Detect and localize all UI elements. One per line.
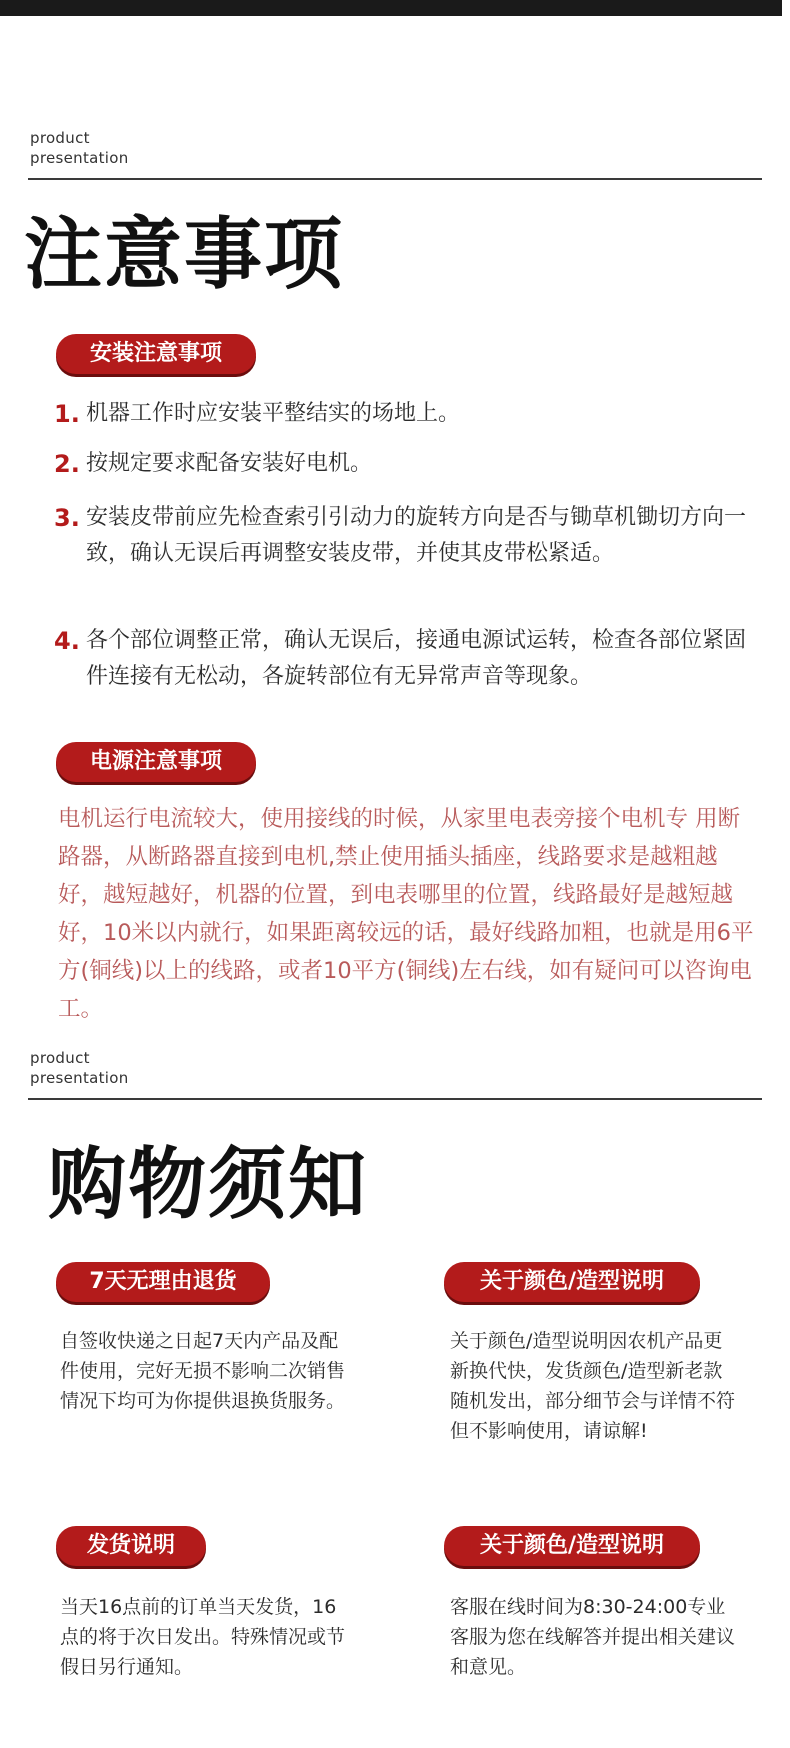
item-number: 1. — [54, 400, 80, 428]
page-title: 注意事项 — [24, 210, 345, 300]
power-notes-text: 电机运行电流较大，使用接线的时候，从家里电表旁接个电机专 用断路器，从断路器直接到电机,禁止使用插头插座，线路要求是越粗越好，越短越好，机器的位置，到电表哪里的位置，线路最好是越短越好，10米以内就行，如果距离较远的话，最好线路加粗，也就是用6平方(铜线)以上的线路，或者10平方(铜线)左右线，如有疑问可以咨询电工。 — [58, 806, 754, 1022]
item-text: 各个部位调整正常，确认无误后，接通电源试运转，检查各部位紧固件连接有无松动，各旋转部位有无异常声音等现象。 — [86, 628, 747, 689]
service-text: 客服在线时间为8:30-24:00专业客服为您在线解答并提出相关建议和意见。 — [450, 1596, 736, 1678]
install-item — [54, 396, 754, 432]
pp-line1: product — [30, 129, 90, 147]
product-presentation-label — [30, 128, 129, 168]
install-item — [54, 500, 754, 572]
shopping-notice-title: 购物须知 — [48, 1140, 369, 1230]
install-item — [54, 446, 754, 482]
pp-line2: presentation — [30, 149, 129, 167]
install-notes-badge: 安装注意事项 — [56, 334, 256, 374]
pp-line1: product — [30, 1049, 90, 1067]
pp-line2: presentation — [30, 1069, 129, 1087]
top-dark-bar — [0, 0, 790, 16]
service-badge: 关于颜色/造型说明 — [444, 1526, 700, 1566]
install-item — [54, 623, 754, 695]
return-policy-badge: 7天无理由退货 — [56, 1262, 270, 1302]
color-style-text: 关于颜色/造型说明因农机产品更新换代快，发货颜色/造型新老款随机发出，部分细节会与详情不符但不影响使用，请谅解! — [450, 1330, 736, 1442]
item-number: 2. — [54, 450, 80, 478]
item-number: 4. — [54, 627, 80, 655]
product-presentation-label — [30, 1048, 129, 1088]
color-style-badge: 关于颜色/造型说明 — [444, 1262, 700, 1302]
item-text: 按规定要求配备安装好电机。 — [86, 451, 373, 476]
divider-line — [28, 1098, 762, 1100]
shipping-badge: 发货说明 — [56, 1526, 206, 1566]
divider-line — [28, 178, 762, 180]
item-text: 机器工作时应安装平整结实的场地上。 — [86, 401, 461, 426]
top-bar-gap — [782, 0, 790, 16]
item-number: 3. — [54, 504, 80, 532]
item-text: 安装皮带前应先检查索引引动力的旋转方向是否与锄草机锄切方向一致，确认无误后再调整安装皮带，并使其皮带松紧适。 — [86, 505, 747, 566]
return-policy-text: 自签收快递之日起7天内产品及配件使用，完好无损不影响二次销售情况下均可为你提供退换货服务。 — [60, 1330, 346, 1412]
power-notes-badge: 电源注意事项 — [56, 742, 256, 782]
shipping-text: 当天16点前的订单当天发货，16点的将于次日发出。特殊情况或节假日另行通知。 — [60, 1596, 346, 1678]
